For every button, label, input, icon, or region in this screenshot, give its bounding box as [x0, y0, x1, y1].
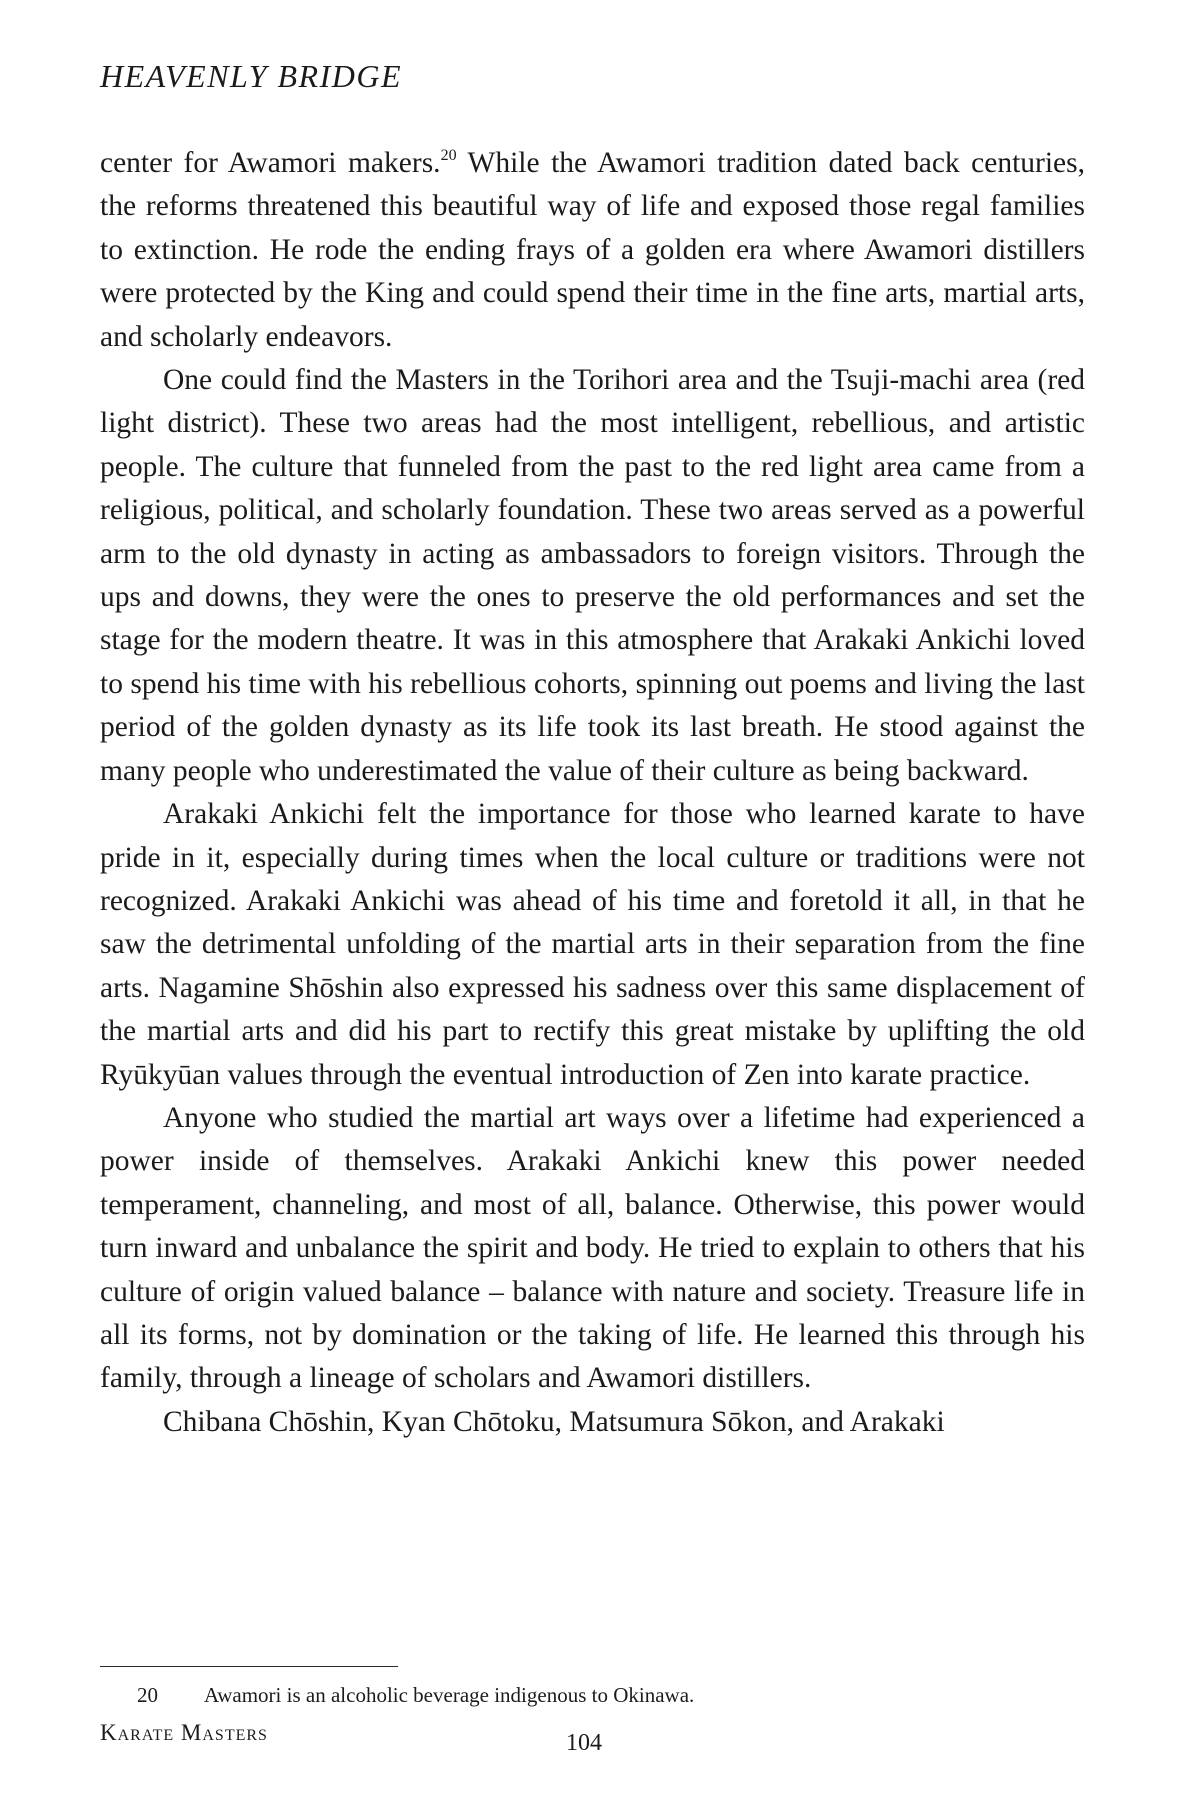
paragraph-1-start: center for Awamori makers. — [100, 147, 441, 179]
body-text — [100, 142, 1085, 1444]
paragraph-1-rest: While the Awamori tradition dated back centuries, the reforms threatened this beautiful way of life and exposed those regal families to extinction. He rode the ending frays of a golden era where Awamori distillers were protected by the King and could spend their time in the fine arts, martial arts, and scholarly endeavors. — [100, 147, 1086, 353]
page-number: 104 — [566, 1730, 602, 1756]
footnote-reference: 20 — [440, 147, 457, 164]
footnote-text: Awamori is an alcoholic beverage indigenous to Okinawa. — [204, 1683, 695, 1707]
paragraph-1 — [100, 142, 1085, 359]
footer-book-title: Karate Masters — [100, 1720, 268, 1745]
footnote — [100, 1680, 694, 1710]
footnote-number: 20 — [137, 1683, 158, 1707]
footnote-divider — [100, 1666, 398, 1667]
paragraph-3: Arakaki Ankichi felt the importance for those who learned karate to have pride in it, especially during times when the local culture or traditions were not recognized. Arakaki Ankichi was ahead of his time and foretold it all, in that he saw the detrimental unfolding of the martial arts in their separation from the fine arts. Nagamine Shōshin also expressed his sadness over this same displacement of the martial arts and did his part to rectify this great mistake by uplifting the old Ryūkyūan values through the eventual introduction of Zen into karate practice. — [100, 798, 1085, 1091]
running-head: HEAVENLY BRIDGE — [100, 58, 403, 94]
paragraph-4: Anyone who studied the martial art ways over a lifetime had experienced a power inside of themselves. Arakaki Ankichi knew this power needed temperament, channeling, and most of all, balance. Otherwise, this power would turn inward and unbalance the spirit and body. He tried to explain to others that his culture of origin valued balance – balance with nature and society. Treasure life in all its forms, not by domination or the taking of life. He learned this through his family, through a lineage of scholars and Awamori distillers. — [100, 1101, 1085, 1395]
paragraph-2: One could find the Masters in the Torihori area and the Tsuji-machi area (red light district). These two areas had the most intelligent, rebellious, and artistic people. The culture that funneled from the past to the red light area came from a religious, political, and scholarly foundation. These two areas served as a powerful arm to the old dynasty in acting as ambassadors to foreign visitors. Through the ups and downs, they were the ones to preserve the old performances and set the stage for the modern theatre. It was in this atmosphere that Arakaki Ankichi loved to spend his time with his rebellious cohorts, spinning out poems and living the last period of the golden dynasty as its life took its last breath. He stood against the many people who underestimated the value of their culture as being backward. — [100, 364, 1085, 787]
paragraph-5: Chibana Chōshin, Kyan Chōtoku, Matsumura Sōkon, and Arakaki — [163, 1405, 945, 1438]
